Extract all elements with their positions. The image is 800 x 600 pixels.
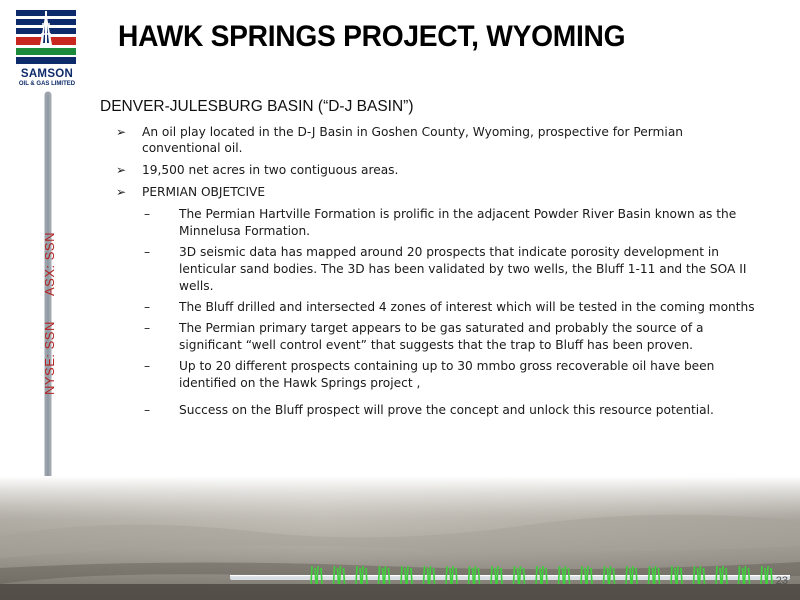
sub-bullet-list [142,206,760,419]
perforation-tick [389,568,390,584]
perforation-tick [405,568,406,584]
perforation-tick [700,566,701,584]
dash-bullet-icon: – [144,245,151,259]
sub-bullet-item [100,320,760,354]
bullet-item [100,184,760,419]
perforation-tick [565,566,566,584]
perforation-tick [379,566,380,584]
perforation-tick [722,566,723,584]
perforation-tick [591,568,592,584]
perforation-tick [456,568,457,584]
perforation-tick [608,568,609,584]
page-title: HAWK SPRINGS PROJECT, WYOMING [118,20,626,53]
sub-bullet-text: The Permian Hartville Formation is prolific in the adjacent Powder River Basin known as the Minnelusa Formation. [179,207,737,238]
perforation-tick [581,566,582,584]
perforation-tick [450,568,451,584]
perforation-tick [540,568,541,584]
page-number: 23 [775,575,788,587]
sub-bullet-item [100,358,760,392]
perforation-tick [720,568,721,584]
perforation-tick [655,566,656,584]
perforation-markers [0,560,800,600]
perforation-tick [671,566,672,584]
bullet-item [100,124,760,156]
perforation-tick [401,566,402,584]
sub-bullet-text: Up to 20 different prospects containing up to 30 mmbo gross recoverable oil have been identified on the Hawk Springs project , [179,359,715,390]
perforation-tick [383,568,384,584]
perforation-tick [360,568,361,584]
perforation-tick [739,566,740,584]
perforation-tick [356,566,357,584]
asx-ticker: ASX: SSN [42,232,57,296]
perforation-tick [675,568,676,584]
perforation-tick [430,566,431,584]
perforation-tick [469,566,470,584]
perforation-tick [614,568,615,584]
perforation-tick [694,566,695,584]
slide-content [100,98,760,425]
arrow-bullet-icon: ➢ [116,185,127,199]
bullet-text: An oil play located in the D-J Basin in Goshen County, Wyoming, prospective for Permian conventional oil. [142,125,684,155]
perforation-tick [311,566,312,584]
perforation-tick [677,566,678,584]
perforation-tick [604,566,605,584]
arrow-bullet-icon: ➢ [116,163,127,177]
perforation-tick [745,566,746,584]
bullet-list [100,124,760,419]
perforation-tick [716,566,717,584]
perforation-tick [321,568,322,584]
perforation-tick [338,568,339,584]
perforation-tick [497,566,498,584]
perforation-tick [704,568,705,584]
perforation-tick [334,566,335,584]
perforation-tick [407,566,408,584]
dash-bullet-icon: – [144,359,151,373]
dash-bullet-icon: – [144,321,151,335]
sub-bullet-item [100,299,760,316]
perforation-tick [501,568,502,584]
perforation-tick [587,566,588,584]
perforation-tick [546,568,547,584]
perforation-tick [726,568,727,584]
dash-bullet-icon: – [144,207,151,221]
perforation-tick [315,568,316,584]
perforation-tick [585,568,586,584]
perforation-tick [344,568,345,584]
perforation-tick [569,568,570,584]
perforation-tick [632,566,633,584]
sub-bullet-text: Success on the Bluff prospect will prove the concept and unlock this resource potential. [179,403,714,417]
arrow-bullet-icon: ➢ [116,125,127,139]
nyse-ticker: NYSE: SSN [42,321,57,395]
perforation-tick [479,568,480,584]
perforation-tick [542,566,543,584]
perforation-tick [475,566,476,584]
perforation-tick [626,566,627,584]
perforation-tick [653,568,654,584]
perforation-tick [340,566,341,584]
perforation-tick [749,568,750,584]
perforation-tick [767,566,768,584]
logo-subtitle: OIL & GAS LIMITED [18,81,76,87]
perforation-tick [491,566,492,584]
sub-bullet-text: The Bluff drilled and intersected 4 zones of interest which will be tested in the coming months [179,300,755,314]
perforation-tick [473,568,474,584]
bullet-text: 19,500 net acres in two contiguous areas. [142,163,399,177]
dash-bullet-icon: – [144,300,151,314]
perforation-tick [362,566,363,584]
perforation-tick [524,568,525,584]
sub-bullet-text: 3D seismic data has mapped around 20 prospects that indicate porosity development in lenticular sand bodies. The 3D has been validated by two wells, the Bluff 1-11 and the SOA II wells. [179,245,747,293]
perforation-tick [434,568,435,584]
perforation-tick [366,568,367,584]
sub-bullet-item [100,402,760,419]
perforation-tick [771,568,772,584]
logo-name: SAMSON [20,68,74,80]
perforation-tick [446,566,447,584]
perforation-tick [536,566,537,584]
perforation-tick [649,566,650,584]
perforation-tick [428,568,429,584]
perforation-tick [514,566,515,584]
sub-bullet-item [100,244,760,295]
perforation-tick [452,566,453,584]
dash-bullet-icon: – [144,403,151,417]
perforation-tick [385,566,386,584]
perforation-tick [520,566,521,584]
sub-bullet-text: The Permian primary target appears to be gas saturated and probably the source of a significant “well control event” that suggests that the trap to Bluff has been proven. [179,321,704,352]
bullet-text: PERMIAN OBJETCIVE [142,185,266,199]
perforation-tick [659,568,660,584]
perforation-tick [698,568,699,584]
perforation-tick [317,566,318,584]
perforation-tick [765,568,766,584]
perforation-tick [610,566,611,584]
section-heading: DENVER-JULESBURG BASIN (“D-J BASIN”) [100,98,414,115]
perforation-tick [411,568,412,584]
perforation-tick [630,568,631,584]
perforation-tick [559,566,560,584]
perforation-tick [681,568,682,584]
perforation-tick [495,568,496,584]
sub-bullet-item [100,206,760,240]
perforation-tick [563,568,564,584]
perforation-tick [761,566,762,584]
perforation-tick [424,566,425,584]
perforation-tick [518,568,519,584]
perforation-tick [743,568,744,584]
bullet-item [100,162,760,178]
perforation-tick [636,568,637,584]
